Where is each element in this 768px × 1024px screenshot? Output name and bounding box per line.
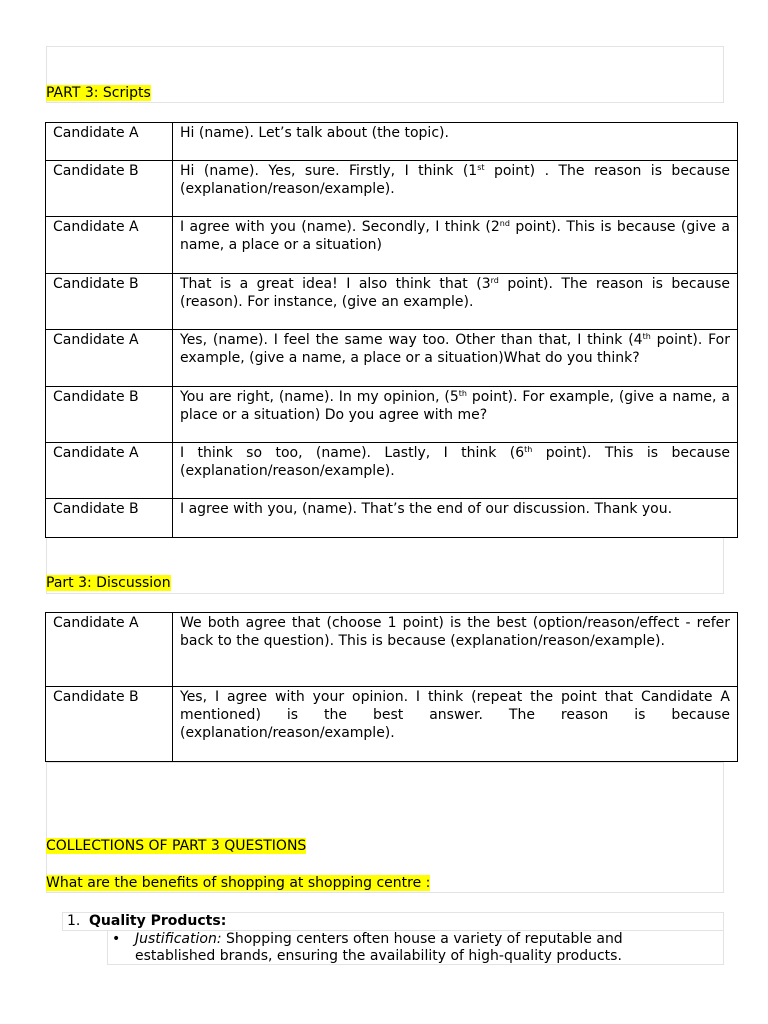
speaker-cell: Candidate A bbox=[46, 330, 173, 387]
line-text: point) . The reason is because (explanation/reason/example). bbox=[180, 163, 730, 197]
table-row bbox=[46, 613, 738, 687]
line-text: point). This is because (explanation/reason/example). bbox=[180, 445, 730, 479]
justification-label: Justification: bbox=[135, 931, 222, 947]
discussion-heading-text: Part 3: Discussion bbox=[46, 575, 171, 591]
line-text: Yes, I agree with your opinion. I think (repeat the point that Candidate A mentioned) is the best answer. The reason is because (explanation/reason/example). bbox=[180, 689, 730, 741]
scripts-heading-text: PART 3: Scripts bbox=[46, 85, 151, 101]
table-row bbox=[46, 687, 738, 762]
scripts-table-body bbox=[46, 123, 738, 538]
line-text: You are right, (name). In my opinion, (5 bbox=[180, 389, 459, 405]
scripts-heading bbox=[46, 84, 151, 102]
line-cell bbox=[173, 330, 738, 387]
discussion-heading bbox=[46, 574, 171, 592]
justification-body: Shopping centers often house a variety of reputable and established brands, ensuring the availability of high-quality products. bbox=[135, 931, 623, 964]
table-row bbox=[46, 499, 738, 538]
line-text: point). For example, (give a name, a place or a situation) Do you agree with me? bbox=[180, 389, 730, 423]
ordinal-suffix: th bbox=[458, 389, 468, 398]
question-heading-text: What are the benefits of shopping at shopping centre : bbox=[46, 875, 431, 891]
line-text: Yes, (name). I feel the same way too. Other than that, I think (4 bbox=[180, 332, 643, 348]
line-cell bbox=[173, 443, 738, 499]
justification-text bbox=[135, 931, 704, 965]
ordinal-suffix: st bbox=[477, 163, 485, 172]
table-row bbox=[46, 274, 738, 330]
list-subitem bbox=[112, 931, 704, 965]
line-cell bbox=[173, 687, 738, 762]
line-text: I agree with you (name). Secondly, I think (2 bbox=[180, 219, 500, 235]
line-text: Hi (name). Yes, sure. Firstly, I think (1 bbox=[180, 163, 478, 179]
speaker-cell: Candidate A bbox=[46, 123, 173, 161]
line-cell bbox=[173, 217, 738, 274]
line-cell bbox=[173, 613, 738, 687]
bullet-icon: • bbox=[112, 931, 121, 947]
speaker-cell: Candidate B bbox=[46, 387, 173, 443]
line-cell bbox=[173, 499, 738, 538]
line-text: point). The reason is because (reason). For instance, (give an example). bbox=[180, 276, 730, 310]
ordinal-suffix: th bbox=[642, 332, 651, 341]
collections-heading bbox=[46, 837, 306, 855]
collections-heading-text: COLLECTIONS OF PART 3 QUESTIONS bbox=[46, 838, 307, 854]
ordinal-suffix: nd bbox=[499, 219, 510, 228]
speaker-cell: Candidate A bbox=[46, 443, 173, 499]
line-cell bbox=[173, 161, 738, 217]
line-cell bbox=[173, 274, 738, 330]
line-text: I think so too, (name). Lastly, I think (6 bbox=[180, 445, 525, 461]
speaker-cell: Candidate B bbox=[46, 161, 173, 217]
line-text: Hi (name). Let’s talk about (the topic). bbox=[180, 125, 449, 141]
speaker-cell: Candidate B bbox=[46, 274, 173, 330]
line-cell bbox=[173, 123, 738, 161]
line-text: That is a great idea! I also think that (3 bbox=[180, 276, 491, 292]
scripts-table bbox=[45, 122, 738, 538]
speaker-cell: Candidate B bbox=[46, 499, 173, 538]
discussion-table bbox=[45, 612, 738, 762]
table-row bbox=[46, 217, 738, 274]
speaker-cell: Candidate A bbox=[46, 613, 173, 687]
list-item-title: Quality Products: bbox=[89, 913, 227, 929]
table-row bbox=[46, 161, 738, 217]
line-text: point). For example, (give a name, a place or a situation)What do you think? bbox=[180, 332, 730, 366]
speaker-cell: Candidate A bbox=[46, 217, 173, 274]
list-item bbox=[67, 913, 226, 930]
speaker-cell: Candidate B bbox=[46, 687, 173, 762]
ordinal-suffix: th bbox=[524, 445, 533, 454]
discussion-table-body bbox=[46, 613, 738, 762]
line-text: I agree with you, (name). That’s the end of our discussion. Thank you. bbox=[180, 501, 673, 517]
table-row bbox=[46, 387, 738, 443]
table-row bbox=[46, 443, 738, 499]
line-text: point). This is because (give a name, a place or a situation) bbox=[180, 219, 730, 253]
line-cell bbox=[173, 387, 738, 443]
question-heading bbox=[46, 874, 430, 892]
line-text: We both agree that (choose 1 point) is the best (option/reason/effect - refer back to the question). This is because (explanation/reason/example). bbox=[180, 615, 730, 649]
ordinal-suffix: rd bbox=[490, 276, 499, 285]
table-row bbox=[46, 123, 738, 161]
list-item-number: 1. bbox=[67, 913, 81, 929]
table-row bbox=[46, 330, 738, 387]
